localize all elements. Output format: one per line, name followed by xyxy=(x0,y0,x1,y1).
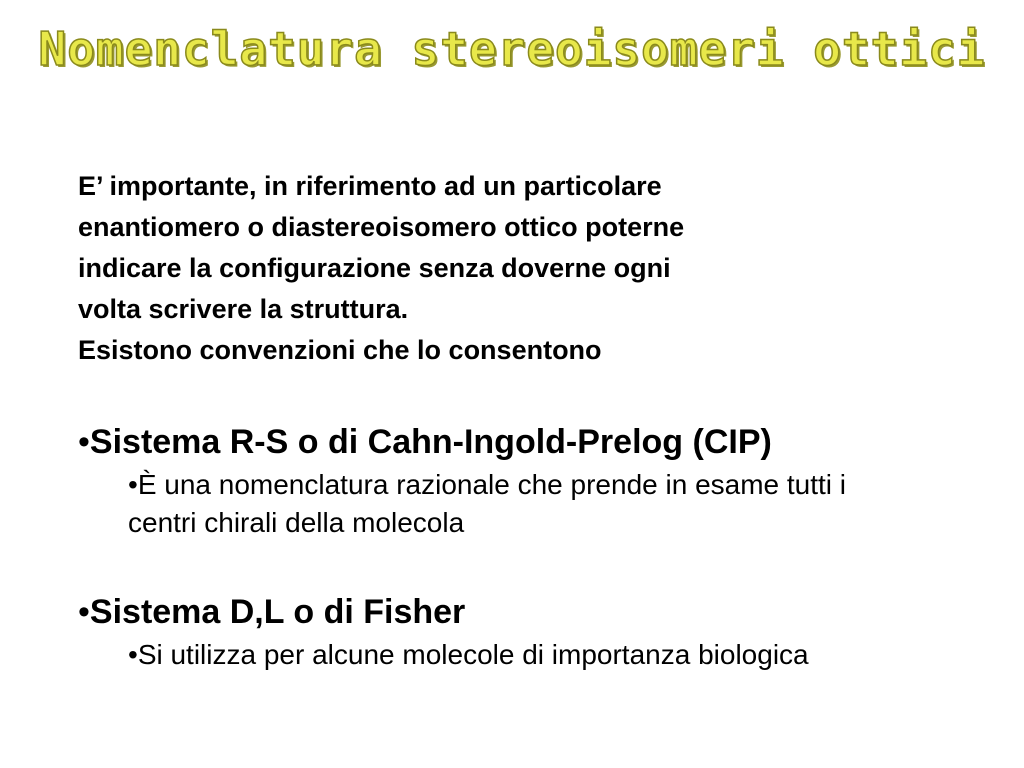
sub-bullet-text: Si utilizza per alcune molecole di importanza biologica xyxy=(137,639,809,670)
sub-bullet-text: È una nomenclatura razionale che prende in esame tutti i centri chirali della molecola xyxy=(128,469,847,538)
bullet-heading-text: Sistema D,L o di Fisher xyxy=(89,593,466,631)
sub-bullet-marker: • xyxy=(128,639,138,670)
intro-line: indicare la configurazione senza doverne ogni xyxy=(78,253,671,283)
bullet-heading-text: Sistema R-S o di Cahn-Ingold-Prelog (CIP) xyxy=(89,423,772,461)
bullet-marker: • xyxy=(78,423,90,461)
sub-bullet xyxy=(128,636,848,674)
bullet-heading xyxy=(78,592,978,632)
sub-bullet xyxy=(128,466,848,542)
intro-line: E’ importante, in riferimento ad un particolare xyxy=(78,171,662,201)
sub-bullet-marker: • xyxy=(128,469,138,500)
intro-line: enantiomero o diastereoisomero ottico poterne xyxy=(78,212,685,242)
intro-conclusion: Esistono convenzioni che lo consentono xyxy=(78,335,602,365)
bullet-heading xyxy=(78,422,978,462)
bullet-marker: • xyxy=(78,593,90,631)
slide-title: Nomenclatura stereoisomeri ottici xyxy=(38,22,986,76)
bullet-fisher-system xyxy=(78,592,978,674)
bullet-cip-system xyxy=(78,422,978,542)
intro-line: volta scrivere la struttura. xyxy=(78,294,409,324)
intro-paragraph xyxy=(78,166,898,371)
